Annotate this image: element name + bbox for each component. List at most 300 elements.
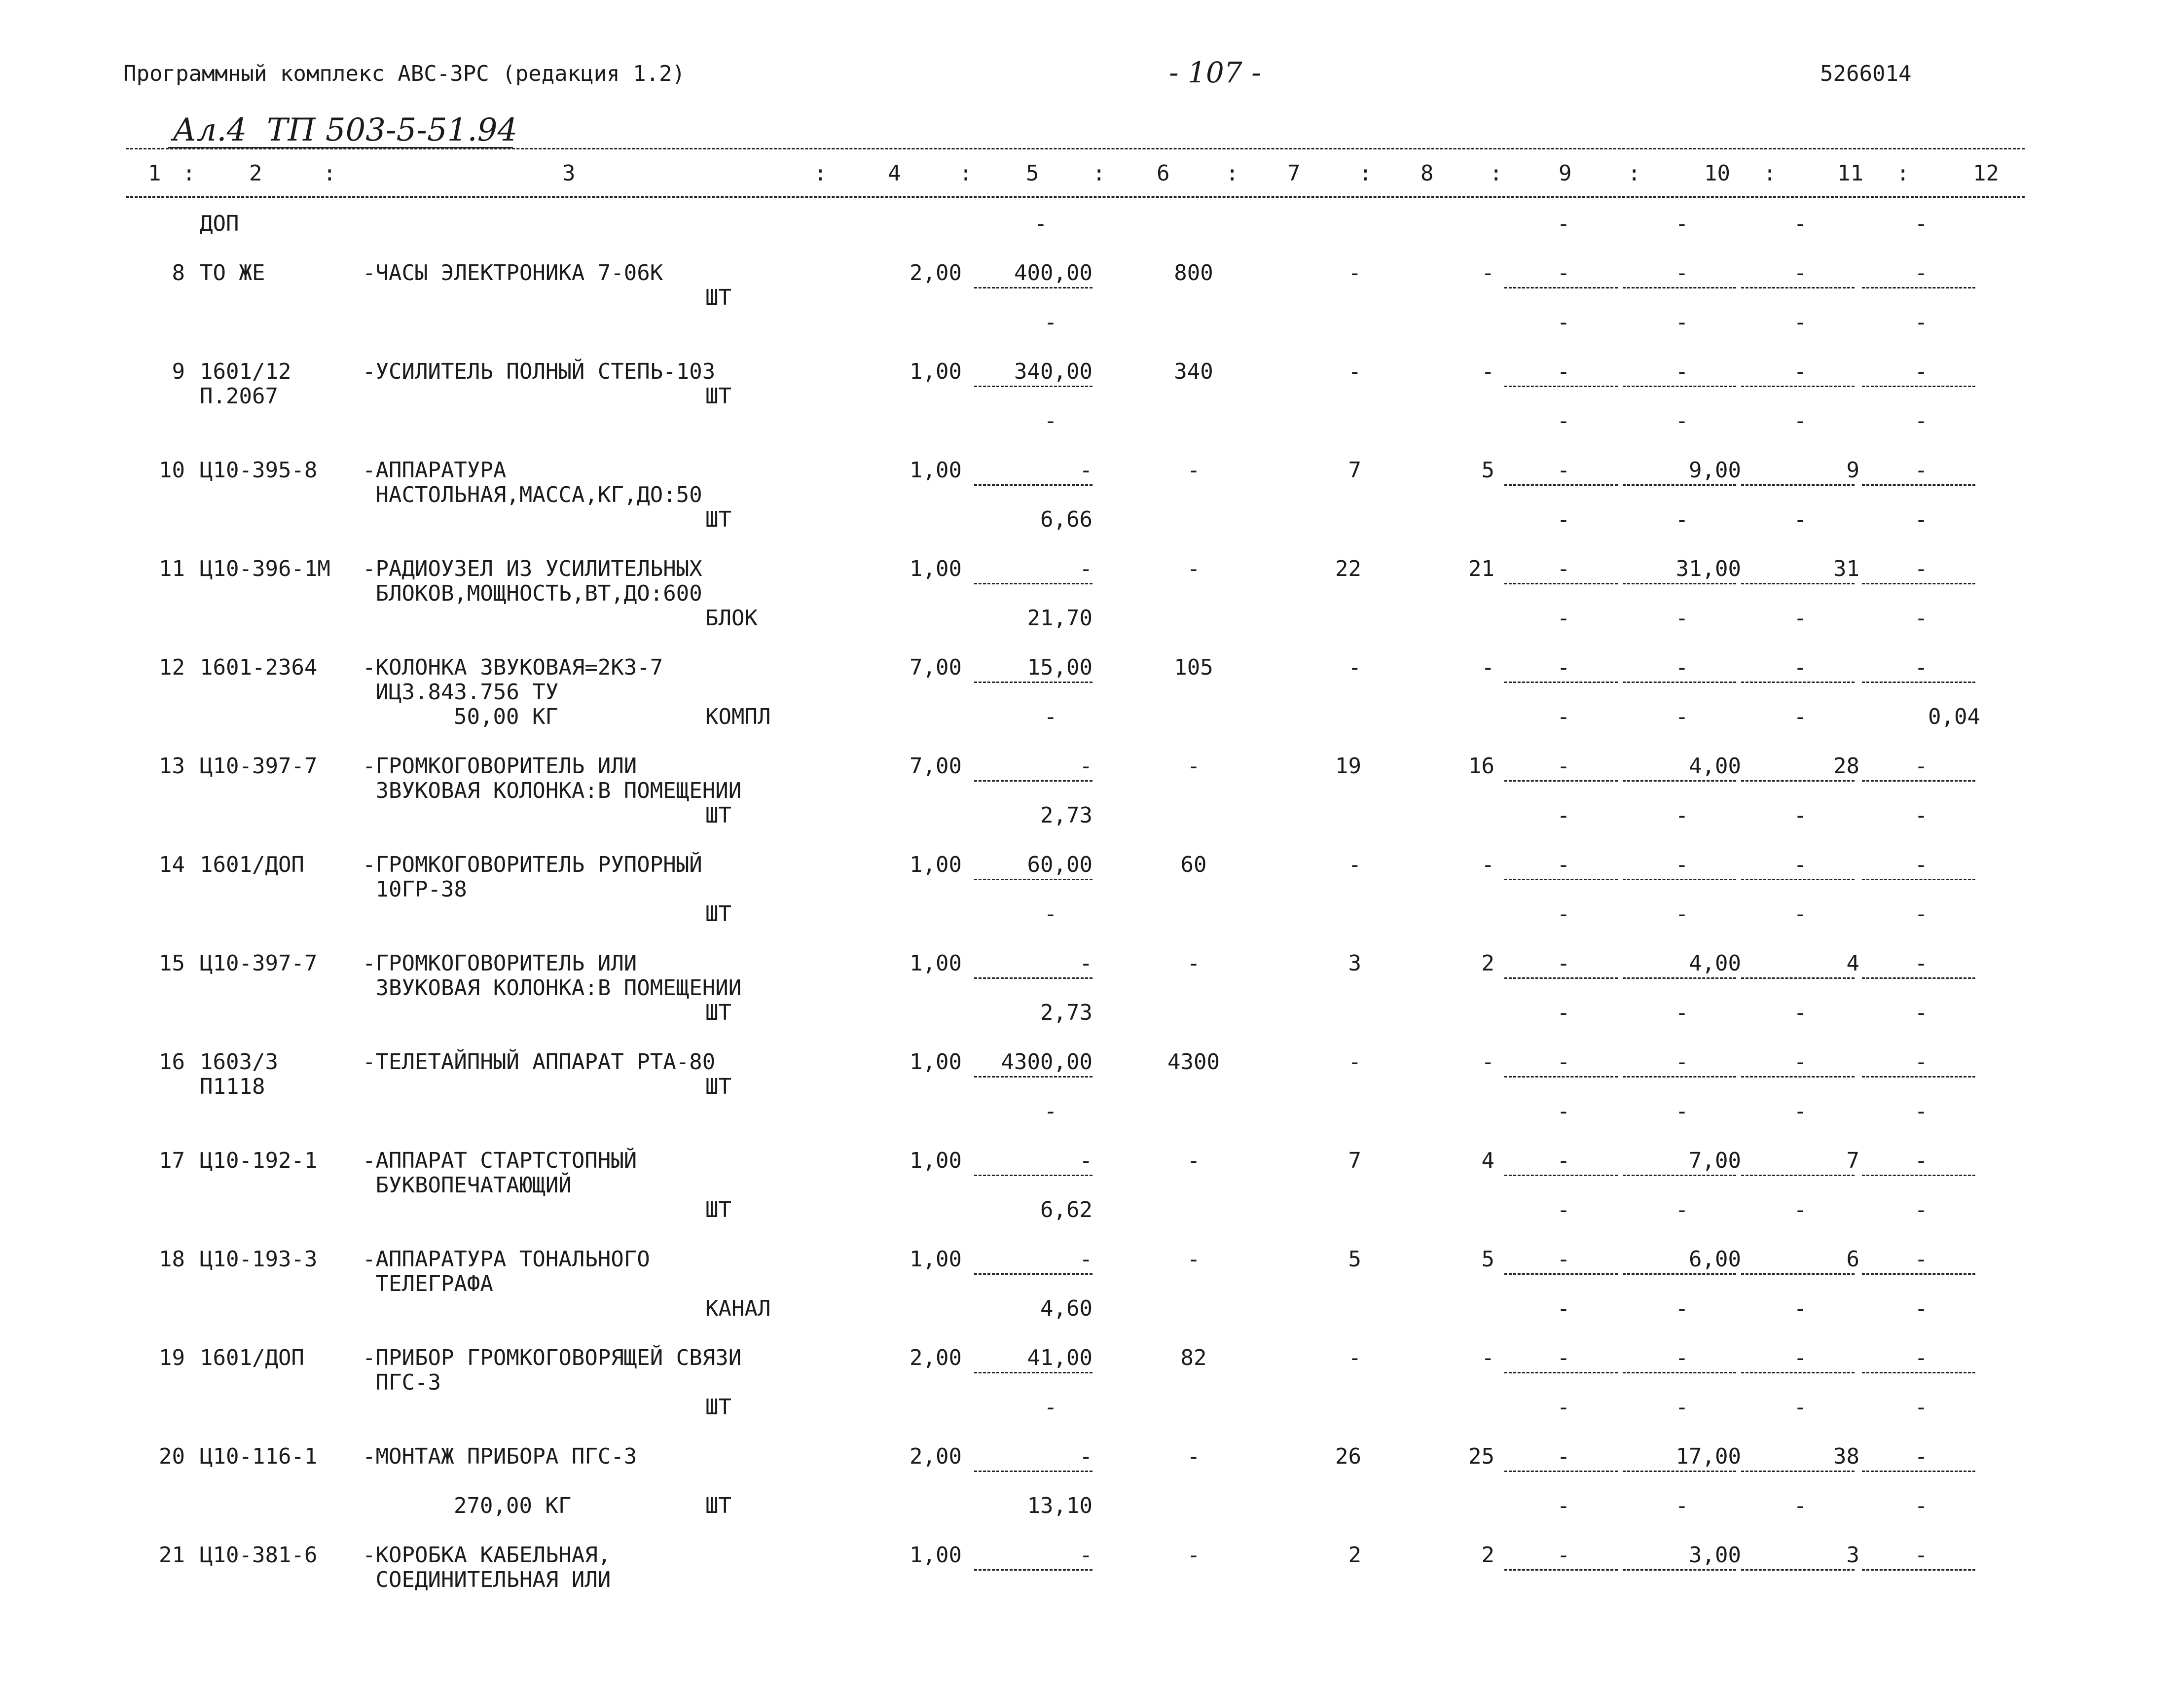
row-col7: 26 xyxy=(1335,1444,1361,1469)
column-header: 7 xyxy=(1287,161,1301,186)
row-description: БУКВОПЕЧАТАЮЩИЙ xyxy=(363,1173,572,1198)
row-unit: ШТ xyxy=(705,1197,731,1222)
row-col12-top: - xyxy=(1914,1148,1928,1173)
row-description: ПГС-3 xyxy=(363,1370,441,1395)
row-col8: 25 xyxy=(1468,1444,1494,1469)
tail-divider xyxy=(1623,1175,1736,1176)
row-col5-bottom: 4,60 xyxy=(1040,1296,1092,1321)
tail-divider xyxy=(1623,682,1736,683)
row-col9-top: - xyxy=(1557,458,1570,483)
tail-divider xyxy=(1741,682,1855,683)
row-description: -ЧАСЫ ЭЛЕКТРОНИКА 7-06К xyxy=(363,260,663,286)
dop-col10: - xyxy=(1675,211,1689,236)
row-description: 10ГР-38 xyxy=(363,877,467,902)
row-col9-top: - xyxy=(1557,359,1570,384)
row-col10-bottom: - xyxy=(1675,1395,1689,1420)
tail-divider xyxy=(1623,977,1736,979)
row-col6: 800 xyxy=(1174,260,1213,286)
row-qty: 2,00 xyxy=(910,260,962,286)
row-code: П1118 xyxy=(200,1074,265,1099)
row-col6: - xyxy=(1187,1444,1201,1469)
row-code: Ц10-193-3 xyxy=(200,1247,318,1272)
row-col10-top: - xyxy=(1675,359,1689,384)
column-separator: : xyxy=(1226,161,1239,186)
row-col12-top: - xyxy=(1914,1345,1928,1370)
row-col11-top: - xyxy=(1793,1049,1807,1075)
tail-divider xyxy=(1862,879,1975,880)
tail-divider xyxy=(1862,682,1975,683)
row-col5-bottom: 6,66 xyxy=(1040,507,1092,532)
column-separator: : xyxy=(323,161,336,186)
row-col11-top: - xyxy=(1793,852,1807,877)
tail-divider xyxy=(1504,879,1618,880)
row-col8: - xyxy=(1481,852,1494,877)
row-col7: 22 xyxy=(1335,556,1361,581)
row-col10-bottom: - xyxy=(1675,507,1689,532)
row-col10-top: 9,00 xyxy=(1689,458,1741,483)
tail-divider xyxy=(1623,1372,1736,1373)
tail-divider xyxy=(1741,1372,1855,1373)
col5-divider xyxy=(974,287,1092,288)
column-separator: : xyxy=(1763,161,1777,186)
tail-divider xyxy=(1623,386,1736,387)
row-description: -ГРОМКОГОВОРИТЕЛЬ ИЛИ xyxy=(363,754,637,779)
row-col10-top: 4,00 xyxy=(1689,754,1741,779)
row-col11-top: 38 xyxy=(1833,1444,1859,1469)
row-col12-top: - xyxy=(1914,655,1928,680)
row-col10-top: 31,00 xyxy=(1675,556,1741,581)
tail-divider xyxy=(1504,780,1618,782)
column-header: 3 xyxy=(562,161,576,186)
row-number: 14 xyxy=(159,852,185,877)
tail-divider xyxy=(1504,386,1618,387)
row-col9-top: - xyxy=(1557,1543,1570,1568)
row-code: Ц10-192-1 xyxy=(200,1148,318,1173)
row-col11-top: 28 xyxy=(1833,754,1859,779)
row-code: Ц10-395-8 xyxy=(200,458,318,483)
row-col8: 2 xyxy=(1481,951,1494,976)
row-col8: 21 xyxy=(1468,556,1494,581)
row-qty: 1,00 xyxy=(910,852,962,877)
row-col11-top: - xyxy=(1793,1345,1807,1370)
row-col10-top: - xyxy=(1675,655,1689,680)
tail-divider xyxy=(1741,1471,1855,1472)
tail-divider xyxy=(1623,780,1736,782)
row-col9-top: - xyxy=(1557,260,1570,286)
row-col9-bottom: - xyxy=(1557,901,1570,927)
row-col10-bottom: - xyxy=(1675,901,1689,927)
row-col5-bottom: 13,10 xyxy=(1027,1493,1092,1518)
row-unit: ШТ xyxy=(705,384,731,409)
row-col5-top: - xyxy=(1079,556,1092,581)
row-col5-bottom: - xyxy=(1044,1395,1057,1420)
tail-divider xyxy=(1623,287,1736,288)
tail-divider xyxy=(1504,1076,1618,1078)
row-col8: - xyxy=(1481,359,1494,384)
tail-divider xyxy=(1862,1471,1975,1472)
row-qty: 1,00 xyxy=(910,1543,962,1568)
row-description: -ГРОМКОГОВОРИТЕЛЬ РУПОРНЫЙ xyxy=(363,852,702,877)
row-description: ЗВУКОВАЯ КОЛОНКА:В ПОМЕЩЕНИИ xyxy=(363,778,742,803)
row-col5-top: - xyxy=(1079,1247,1092,1272)
row-col11-top: 9 xyxy=(1846,458,1859,483)
row-col11-bottom: - xyxy=(1793,803,1807,828)
column-header: 6 xyxy=(1157,161,1170,186)
row-col10-top: 7,00 xyxy=(1689,1148,1741,1173)
row-col7: - xyxy=(1348,852,1361,877)
row-col7: - xyxy=(1348,1049,1361,1075)
row-col11-top: 6 xyxy=(1846,1247,1859,1272)
tail-divider xyxy=(1504,1372,1618,1373)
column-header: 1 xyxy=(148,161,161,186)
row-col6: 340 xyxy=(1174,359,1213,384)
row-col7: - xyxy=(1348,260,1361,286)
tail-divider xyxy=(1623,1471,1736,1472)
row-col8: 5 xyxy=(1481,1247,1494,1272)
row-col11-top: - xyxy=(1793,260,1807,286)
col5-divider xyxy=(974,1372,1092,1373)
row-code: П.2067 xyxy=(200,384,278,409)
row-number: 11 xyxy=(159,556,185,581)
row-col10-bottom: - xyxy=(1675,803,1689,828)
row-description: -ГРОМКОГОВОРИТЕЛЬ ИЛИ xyxy=(363,951,637,976)
tail-divider xyxy=(1741,287,1855,288)
row-col5-bottom: 6,62 xyxy=(1040,1197,1092,1222)
row-mass: 50,00 КГ xyxy=(454,704,558,729)
tail-divider xyxy=(1741,484,1855,486)
row-number: 20 xyxy=(159,1444,185,1469)
row-col10-bottom: - xyxy=(1675,1099,1689,1124)
row-col7: 19 xyxy=(1335,754,1361,779)
row-qty: 1,00 xyxy=(910,458,962,483)
row-code: 1603/3 xyxy=(200,1049,278,1075)
dop-col11: - xyxy=(1793,211,1807,236)
row-number: 16 xyxy=(159,1049,185,1075)
row-col10-bottom: - xyxy=(1675,310,1689,335)
tail-divider xyxy=(1623,484,1736,486)
row-col9-bottom: - xyxy=(1557,1296,1570,1321)
row-col6: - xyxy=(1187,1148,1201,1173)
col5-divider xyxy=(974,977,1092,979)
row-col11-bottom: - xyxy=(1793,901,1807,927)
row-col11-bottom: - xyxy=(1793,704,1807,729)
row-col10-top: - xyxy=(1675,1049,1689,1075)
tail-divider xyxy=(1741,1273,1855,1275)
row-col9-bottom: - xyxy=(1557,1099,1570,1124)
row-qty: 1,00 xyxy=(910,1049,962,1075)
row-col6: - xyxy=(1187,1247,1201,1272)
row-col10-bottom: - xyxy=(1675,606,1689,631)
row-col10-top: 3,00 xyxy=(1689,1543,1741,1568)
row-col5-bottom: 21,70 xyxy=(1027,606,1092,631)
row-col11-bottom: - xyxy=(1793,1296,1807,1321)
row-col9-top: - xyxy=(1557,1049,1570,1075)
row-col10-top: - xyxy=(1675,852,1689,877)
table-header-rule xyxy=(126,196,2025,198)
row-col9-top: - xyxy=(1557,1444,1570,1469)
row-col6: - xyxy=(1187,1543,1201,1568)
column-separator: : xyxy=(1092,161,1106,186)
column-separator: : xyxy=(1359,161,1372,186)
row-col9-top: - xyxy=(1557,1345,1570,1370)
column-separator: : xyxy=(1628,161,1641,186)
dop-col5: - xyxy=(1034,211,1048,236)
tail-divider xyxy=(1862,1372,1975,1373)
row-col6: - xyxy=(1187,754,1201,779)
tail-divider xyxy=(1504,1569,1618,1571)
row-code: 1601/ДОП xyxy=(200,852,304,877)
row-code: ТО ЖЕ xyxy=(200,260,265,286)
row-col9-bottom: - xyxy=(1557,606,1570,631)
row-col9-top: - xyxy=(1557,556,1570,581)
row-unit: КАНАЛ xyxy=(705,1296,771,1321)
row-col10-bottom: - xyxy=(1675,1296,1689,1321)
row-col10-bottom: - xyxy=(1675,704,1689,729)
row-col5-top: - xyxy=(1079,458,1092,483)
row-col11-top: 4 xyxy=(1846,951,1859,976)
row-col5-top: 4300,00 xyxy=(1001,1049,1092,1075)
row-description: -АППАРАТУРА xyxy=(363,458,507,483)
row-col12-top: - xyxy=(1914,754,1928,779)
row-qty: 2,00 xyxy=(910,1444,962,1469)
row-number: 8 xyxy=(172,260,185,286)
col5-divider xyxy=(974,879,1092,880)
row-description: -АППАРАТУРА ТОНАЛЬНОГО xyxy=(363,1247,650,1272)
row-col11-top: 3 xyxy=(1846,1543,1859,1568)
tail-divider xyxy=(1862,977,1975,979)
row-col12-top: - xyxy=(1914,852,1928,877)
row-description: -КОЛОНКА ЗВУКОВАЯ=2КЗ-7 xyxy=(363,655,663,680)
col5-divider xyxy=(974,1076,1092,1078)
row-unit: ШТ xyxy=(705,1493,731,1518)
row-number: 13 xyxy=(159,754,185,779)
col5-divider xyxy=(974,780,1092,782)
row-description: ЗВУКОВАЯ КОЛОНКА:В ПОМЕЩЕНИИ xyxy=(363,975,742,1001)
tail-divider xyxy=(1741,386,1855,387)
row-description: СОЕДИНИТЕЛЬНАЯ ИЛИ xyxy=(363,1567,611,1592)
row-col6: - xyxy=(1187,556,1201,581)
row-col5-top: - xyxy=(1079,1444,1092,1469)
row-description: ТЕЛЕГРАФА xyxy=(363,1271,493,1296)
row-col5-top: 15,00 xyxy=(1027,655,1092,680)
row-col9-bottom: - xyxy=(1557,704,1570,729)
column-header: 4 xyxy=(888,161,901,186)
row-col5-bottom: - xyxy=(1044,408,1057,433)
row-col9-bottom: - xyxy=(1557,310,1570,335)
tail-divider xyxy=(1504,484,1618,486)
row-col12-bottom: - xyxy=(1914,1000,1928,1025)
row-col11-bottom: - xyxy=(1793,1000,1807,1025)
row-code: Ц10-397-7 xyxy=(200,951,318,976)
column-header: 12 xyxy=(1973,161,1999,186)
col5-divider xyxy=(974,1175,1092,1176)
row-unit: ШТ xyxy=(705,1395,731,1420)
row-unit: ШТ xyxy=(705,1074,731,1099)
row-col5-top: 60,00 xyxy=(1027,852,1092,877)
row-col12-top: - xyxy=(1914,1543,1928,1568)
row-col6: - xyxy=(1187,458,1201,483)
row-description: -МОНТАЖ ПРИБОРА ПГС-3 xyxy=(363,1444,637,1469)
row-col11-bottom: - xyxy=(1793,310,1807,335)
row-col12-bottom: - xyxy=(1914,803,1928,828)
row-col9-bottom: - xyxy=(1557,408,1570,433)
row-col12-bottom: - xyxy=(1914,310,1928,335)
row-col9-top: - xyxy=(1557,1247,1570,1272)
row-description: -КОРОБКА КАБЕЛЬНАЯ, xyxy=(363,1543,611,1568)
row-unit: ШТ xyxy=(705,507,731,532)
column-separator: : xyxy=(1896,161,1910,186)
row-col5-top: - xyxy=(1079,951,1092,976)
row-col11-bottom: - xyxy=(1793,507,1807,532)
tail-divider xyxy=(1623,583,1736,584)
row-col8: - xyxy=(1481,1049,1494,1075)
row-col5-top: - xyxy=(1079,1543,1092,1568)
row-number: 18 xyxy=(159,1247,185,1272)
row-qty: 7,00 xyxy=(910,754,962,779)
tail-divider xyxy=(1504,682,1618,683)
row-col8: - xyxy=(1481,1345,1494,1370)
row-col7: 7 xyxy=(1348,1148,1361,1173)
row-col5-top: - xyxy=(1079,754,1092,779)
row-code: Ц10-396-1М xyxy=(200,556,330,581)
row-col12-top: - xyxy=(1914,359,1928,384)
document-code: 5266014 xyxy=(1820,61,1912,86)
column-separator: : xyxy=(1490,161,1503,186)
row-qty: 2,00 xyxy=(910,1345,962,1370)
row-qty: 1,00 xyxy=(910,1148,962,1173)
tail-divider xyxy=(1741,583,1855,584)
tail-divider xyxy=(1862,583,1975,584)
row-qty: 1,00 xyxy=(910,951,962,976)
tail-divider xyxy=(1741,977,1855,979)
row-col10-top: 4,00 xyxy=(1689,951,1741,976)
row-col7: 3 xyxy=(1348,951,1361,976)
column-header: 8 xyxy=(1420,161,1434,186)
row-col11-bottom: - xyxy=(1793,606,1807,631)
row-number: 19 xyxy=(159,1345,185,1370)
table-top-rule xyxy=(126,148,2025,149)
row-col5-top: 400,00 xyxy=(1014,260,1092,286)
row-number: 17 xyxy=(159,1148,185,1173)
row-col9-top: - xyxy=(1557,1148,1570,1173)
tail-divider xyxy=(1862,1076,1975,1078)
row-col9-top: - xyxy=(1557,754,1570,779)
row-col12-bottom: - xyxy=(1914,507,1928,532)
program-title: Программный комплекс АВС-ЗРС (редакция 1.2) xyxy=(123,61,686,86)
tail-divider xyxy=(1741,780,1855,782)
row-col7: 7 xyxy=(1348,458,1361,483)
row-col7: - xyxy=(1348,359,1361,384)
row-col5-bottom: - xyxy=(1044,704,1057,729)
row-col8: 16 xyxy=(1468,754,1494,779)
row-col11-top: 31 xyxy=(1833,556,1859,581)
row-col11-bottom: - xyxy=(1793,1099,1807,1124)
row-col10-top: 6,00 xyxy=(1689,1247,1741,1272)
row-qty: 1,00 xyxy=(910,359,962,384)
row-col10-top: 17,00 xyxy=(1675,1444,1741,1469)
dop-col12: - xyxy=(1914,211,1928,236)
col5-divider xyxy=(974,386,1092,387)
row-code: Ц10-116-1 xyxy=(200,1444,318,1469)
row-code: 1601/ДОП xyxy=(200,1345,304,1370)
row-col9-top: - xyxy=(1557,951,1570,976)
row-col5-top: - xyxy=(1079,1148,1092,1173)
row-col11-top: 7 xyxy=(1846,1148,1859,1173)
row-col7: 2 xyxy=(1348,1543,1361,1568)
col5-divider xyxy=(974,1273,1092,1275)
column-header: 10 xyxy=(1704,161,1730,186)
row-col12-top: - xyxy=(1914,951,1928,976)
row-col5-bottom: 2,73 xyxy=(1040,803,1092,828)
row-description: -УСИЛИТЕЛЬ ПОЛНЫЙ СТЕПЬ-103 xyxy=(363,359,716,384)
row-number: 21 xyxy=(159,1543,185,1568)
row-description: НАСТОЛЬНАЯ,МАССА,КГ,ДО:50 xyxy=(363,482,702,507)
row-qty: 1,00 xyxy=(910,1247,962,1272)
col5-divider xyxy=(974,484,1092,486)
row-col11-top: - xyxy=(1793,359,1807,384)
row-col5-bottom: - xyxy=(1044,901,1057,927)
row-unit: БЛОК xyxy=(705,606,758,631)
row-col10-bottom: - xyxy=(1675,1197,1689,1222)
col5-divider xyxy=(974,1569,1092,1571)
column-header: 2 xyxy=(249,161,262,186)
row-mass: 270,00 КГ xyxy=(454,1493,572,1518)
tail-divider xyxy=(1862,386,1975,387)
row-col12-bottom: - xyxy=(1914,408,1928,433)
tail-divider xyxy=(1741,1569,1855,1571)
row-unit: КОМПЛ xyxy=(705,704,771,729)
tail-divider xyxy=(1504,1471,1618,1472)
row-col6: 60 xyxy=(1180,852,1207,877)
row-col12-bottom: - xyxy=(1914,1197,1928,1222)
tail-divider xyxy=(1862,484,1975,486)
row-unit: ШТ xyxy=(705,285,731,310)
row-col10-top: - xyxy=(1675,1345,1689,1370)
row-col10-bottom: - xyxy=(1675,1000,1689,1025)
row-number: 15 xyxy=(159,951,185,976)
tail-divider xyxy=(1862,1569,1975,1571)
tail-divider xyxy=(1623,1569,1736,1571)
row-col11-bottom: - xyxy=(1793,1197,1807,1222)
row-col12-bottom: - xyxy=(1914,901,1928,927)
row-col8: - xyxy=(1481,655,1494,680)
row-col10-top: - xyxy=(1675,260,1689,286)
row-description: -ТЕЛЕТАЙПНЫЙ АППАРАТ РТА-80 xyxy=(363,1049,716,1075)
row-col7: - xyxy=(1348,1345,1361,1370)
row-code: 1601/12 xyxy=(200,359,291,384)
row-unit: ШТ xyxy=(705,1000,731,1025)
row-col7: 5 xyxy=(1348,1247,1361,1272)
column-separator: : xyxy=(182,161,196,186)
row-col12-bottom: - xyxy=(1914,1493,1928,1518)
row-col12-top: - xyxy=(1914,260,1928,286)
column-header: 5 xyxy=(1026,161,1039,186)
row-col9-bottom: - xyxy=(1557,1000,1570,1025)
row-col11-bottom: - xyxy=(1793,1493,1807,1518)
row-col12-top: - xyxy=(1914,556,1928,581)
row-number: 9 xyxy=(172,359,185,384)
row-code: Ц10-381-6 xyxy=(200,1543,318,1568)
row-col12-top: - xyxy=(1914,1049,1928,1075)
col5-divider xyxy=(974,583,1092,584)
row-unit: ШТ xyxy=(705,803,731,828)
row-col5-bottom: - xyxy=(1044,310,1057,335)
row-col5-bottom: 2,73 xyxy=(1040,1000,1092,1025)
col5-divider xyxy=(974,1471,1092,1472)
row-col12-top: - xyxy=(1914,458,1928,483)
column-header: 9 xyxy=(1559,161,1572,186)
row-col5-top: 41,00 xyxy=(1027,1345,1092,1370)
